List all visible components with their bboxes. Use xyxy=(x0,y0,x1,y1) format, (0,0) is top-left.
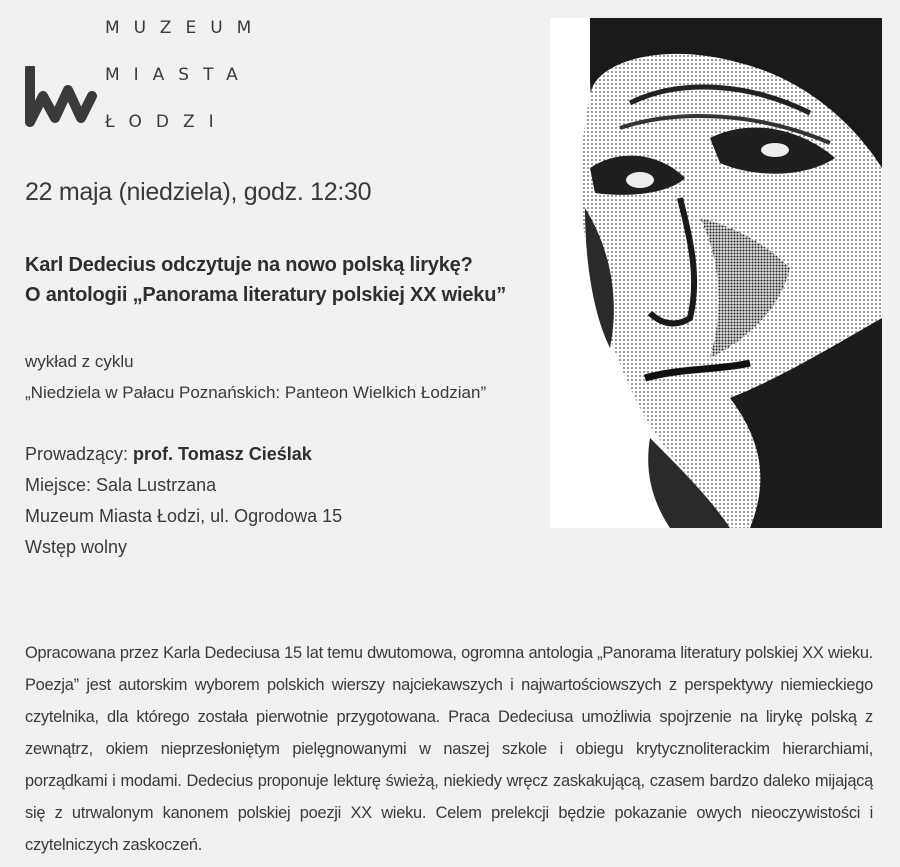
event-info xyxy=(25,439,545,563)
cycle-name: „Niedziela w Pałacu Poznańskich: Panteon Wielkich Łodzian” xyxy=(25,383,487,402)
event-title-line-1: Karl Dedecius odczytuje na nowo polską lirykę? xyxy=(25,254,473,276)
event-place: Miejsce: Sala Lustrzana xyxy=(25,475,217,495)
lecture-cycle xyxy=(25,346,565,408)
event-title-line-2: O antologii „Panorama literatury polskiej XX wieku” xyxy=(25,284,507,306)
portrait-image xyxy=(550,18,882,528)
logo-line-lodzi: ŁODZI xyxy=(105,112,228,132)
host-label: Prowadzący: xyxy=(25,444,134,464)
museum-logo-mark-icon xyxy=(25,66,97,132)
event-address: Muzeum Miasta Łodzi, ul. Ogrodowa 15 xyxy=(25,506,343,526)
event-description: Opracowana przez Karla Dedeciusa 15 lat temu dwutomowa, ogromna antologia „Panorama literatury polskiej XX wieku. Poezja” jest autorskim wyborem polskich wierszy najciekawszych i najwartościowszych z perspektywy niemieckiego czytelnika, dla którego została pierwotnie przygotowana. Praca Dedeciusa umożliwia spojrzenie na lirykę polską z zewnątrz, okiem nieprzesłoniętym pielęgnowanymi w naszej szkole i obiegu krytycznoliterackim hierarchiami, porządkami i modami. Dedecius proponuje lekturę świeżą, niekiedy wręcz zaskakującą, czasem bardzo daleko mijającą się z utrwalonym kanonem polskiej poezji XX wieku. Celem prelekcji będzie pokazanie owych nieoczywistości i czytelniczych zaskoczeń. xyxy=(25,644,873,854)
logo-line-muzeum: MUZEUM xyxy=(105,18,266,38)
host-name: prof. Tomasz Cieślak xyxy=(133,444,312,464)
event-title xyxy=(25,250,585,310)
event-date: 22 maja (niedziela), godz. 12:30 xyxy=(25,178,372,206)
cycle-label: wykład z cyklu xyxy=(25,352,134,371)
event-entry: Wstęp wolny xyxy=(25,537,128,557)
logo-line-miasta: MIASTA xyxy=(105,65,252,85)
museum-logo xyxy=(25,18,266,138)
event-host xyxy=(25,439,545,470)
